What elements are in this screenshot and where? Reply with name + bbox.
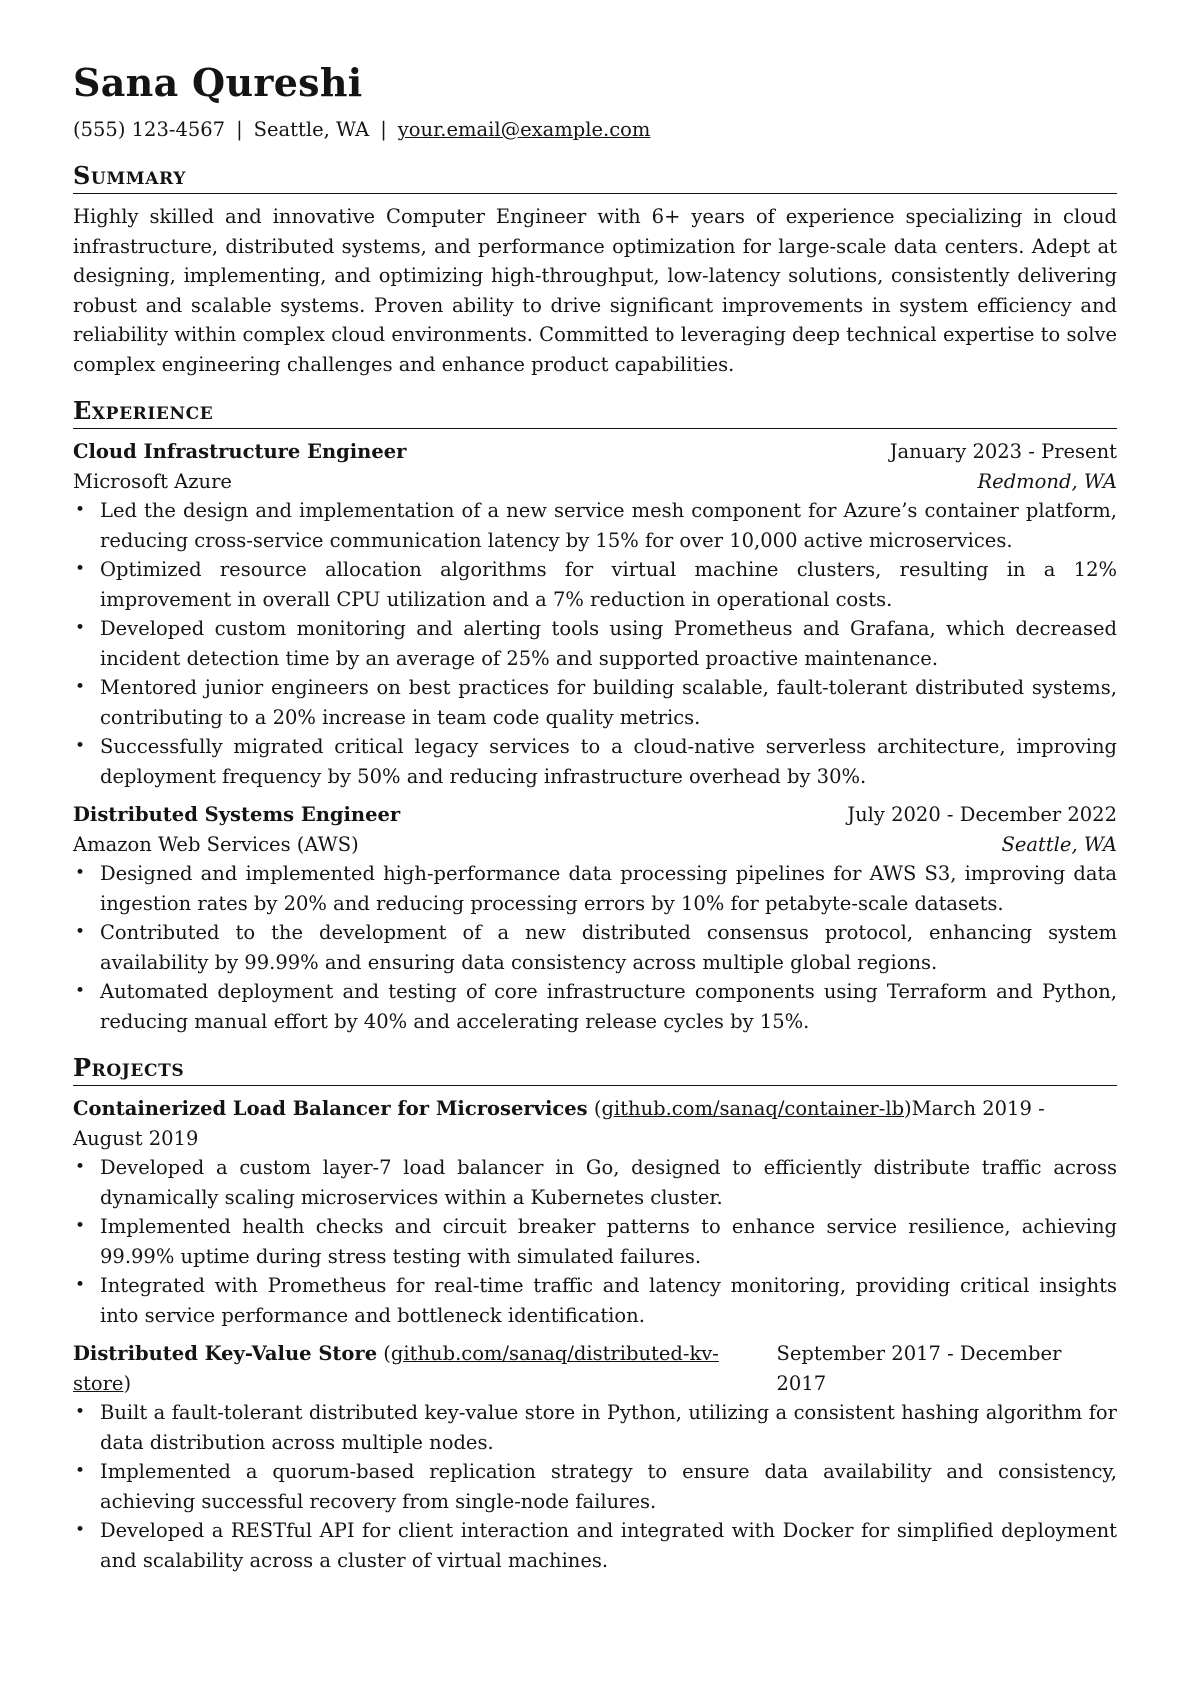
- bullet-item: • Contributed to the development of a new distributed consensus protocol, enhancing system availability by 99.99% and ensuring data consistency across multiple global regions.: [100, 918, 1117, 977]
- experience-entry: [73, 437, 1117, 791]
- bullet-item: • Mentored junior engineers on best practices for building scalable, fault-tolerant distributed systems, contributing to a 20% increase in team code quality metrics.: [100, 673, 1117, 732]
- job-company: Amazon Web Services (AWS): [73, 832, 359, 856]
- project-name: Distributed Key-Value Store: [73, 1342, 378, 1365]
- section-title-summary: Summary: [73, 160, 1117, 194]
- bullet-item: • Implemented health checks and circuit breaker patterns to enhance service resilience, achieving 99.99% uptime during stress testing with simulated failures.: [100, 1212, 1117, 1271]
- location: Seattle, WA: [253, 118, 370, 141]
- job-header: [73, 437, 1117, 467]
- project-name: Containerized Load Balancer for Microservices: [73, 1097, 588, 1120]
- contact-separator: |: [236, 118, 243, 141]
- bullet-item: • Integrated with Prometheus for real-time traffic and latency monitoring, providing critical insights into service performance and bottleneck identification.: [100, 1271, 1117, 1330]
- contact-line: [73, 116, 1117, 144]
- bullet-item: • Developed a RESTful API for client interaction and integrated with Docker for simplified deployment and scalability across a cluster of virtual machines.: [100, 1516, 1117, 1575]
- bullet-item: • Automated deployment and testing of core infrastructure components using Terraform and Python, reducing manual effort by 40% and accelerating release cycles by 15%.: [100, 977, 1117, 1036]
- job-role: Cloud Infrastructure Engineer: [73, 440, 407, 463]
- project-link[interactable]: github.com/sanaq/container-lb: [601, 1097, 905, 1120]
- experience-entry: [73, 800, 1117, 1036]
- job-subheader: [73, 830, 1117, 860]
- bullet-item: • Designed and implemented high-performance data processing pipelines for AWS S3, improving data ingestion rates by 20% and reducing processing errors by 10% for petabyte-scale datasets.: [100, 859, 1117, 918]
- bullet-item: • Built a fault-tolerant distributed key-value store in Python, utilizing a consistent hashing algorithm for data distribution across multiple nodes.: [100, 1398, 1117, 1457]
- project-header: Containerized Load Balancer for Microservices (github.com/sanaq/container-lb)March 2019 - August 2019: [73, 1097, 1045, 1150]
- job-subheader: [73, 467, 1117, 497]
- section-title-experience: Experience: [73, 395, 1117, 429]
- bullet-item: • Optimized resource allocation algorithms for virtual machine clusters, resulting in a 12% improvement in overall CPU utilization and a 7% reduction in operational costs.: [100, 555, 1117, 614]
- job-bullets: [73, 496, 1117, 791]
- project-entry: [73, 1094, 1117, 1330]
- project-entry: [73, 1339, 1117, 1575]
- section-title-projects: Projects: [73, 1052, 1117, 1086]
- bullet-item: • Developed custom monitoring and alerting tools using Prometheus and Grafana, which decreased incident detection time by an average of 25% and supported proactive maintenance.: [100, 614, 1117, 673]
- job-company: Microsoft Azure: [73, 469, 232, 493]
- bullet-item: • Led the design and implementation of a new service mesh component for Azure’s container platform, reducing cross-service communication latency by 15% for over 10,000 active microservices.: [100, 496, 1117, 555]
- bullet-item: • Developed a custom layer-7 load balancer in Go, designed to efficiently distribute traffic across dynamically scaling microservices within a Kubernetes cluster.: [100, 1153, 1117, 1212]
- contact-separator: |: [380, 118, 387, 141]
- job-dates: January 2023 - Present: [889, 440, 1117, 463]
- job-header: [73, 800, 1117, 830]
- email-link[interactable]: your.email@example.com: [397, 118, 651, 141]
- project-bullets: [73, 1398, 1117, 1575]
- job-bullets: [73, 859, 1117, 1036]
- job-location: Seattle, WA: [1001, 832, 1117, 856]
- candidate-name: Sana Qureshi: [73, 60, 363, 105]
- project-link[interactable]: github.com/sanaq/distributed-kv-store: [73, 1342, 719, 1395]
- job-dates: July 2020 - December 2022: [847, 803, 1117, 826]
- summary-text: Highly skilled and innovative Computer Engineer with 6+ years of experience specializing in cloud infrastructure, distributed systems, and performance optimization for large-scale data centers. Adept at designing, implementing, and optimizing high-throughput, low-latency solutions, consistently delivering robust and scalable systems. Proven ability to drive significant improvements in system efficiency and reliability within complex cloud environments. Committed to leveraging deep technical expertise to solve complex engineering challenges and enhance product capabilities.: [73, 205, 1117, 376]
- project-dates: March 2019 - August 2019: [73, 1097, 1045, 1150]
- project-header: Distributed Key-Value Store (github.com/sanaq/distributed-kv-store) September 2017 - December 2017: [73, 1339, 1117, 1398]
- bullet-item: • Successfully migrated critical legacy services to a cloud-native serverless architecture, improving deployment frequency by 50% and reducing infrastructure overhead by 30%.: [100, 732, 1117, 791]
- job-role: Distributed Systems Engineer: [73, 803, 401, 826]
- phone-number: (555) 123-4567: [73, 118, 226, 141]
- job-location: Redmond, WA: [977, 469, 1117, 493]
- project-bullets: [73, 1153, 1117, 1330]
- bullet-item: • Implemented a quorum-based replication strategy to ensure data availability and consistency, achieving successful recovery from single-node failures.: [100, 1457, 1117, 1516]
- project-dates: September 2017 - December 2017: [776, 1342, 1062, 1395]
